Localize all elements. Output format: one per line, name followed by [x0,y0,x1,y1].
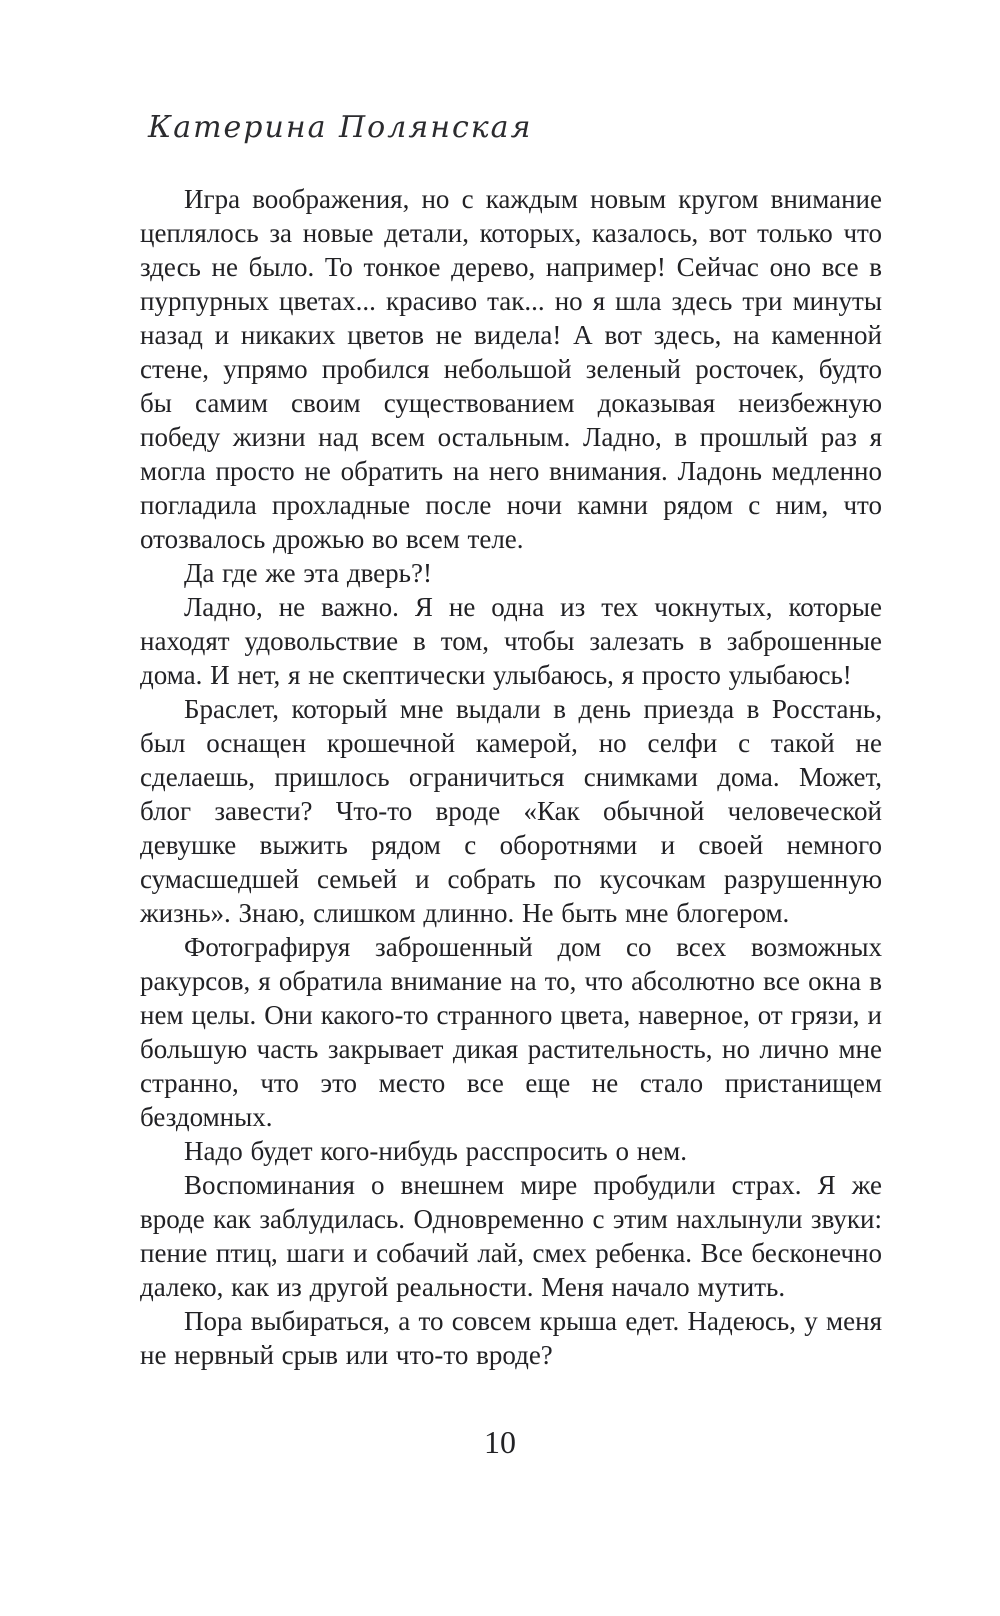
author-name-header: Катерина Полянская [148,110,533,145]
paragraph: Фотографируя заброшенный дом со всех возможных ракурсов, я обратила внимание на то, что абсолютно все окна в нем целы. Они какого-то странного цвета, наверное, от грязи, и большую часть закрывает дикая растительность, но лично мне странно, что это место все еще не стало пристанищем бездомных. [140,932,882,1132]
paragraph: Пора выбираться, а то совсем крыша едет. Надеюсь, у меня не нервный срыв или что-то вроде? [140,1306,882,1370]
paragraph: Надо будет кого-нибудь расспросить о нем. [184,1136,687,1166]
page-body-text [140,182,882,1372]
paragraph: Ладно, не важно. Я не одна из тех чокнутых, которые находят удовольствие в том, чтобы залезать в заброшенные дома. И нет, я не скептически улыбаюсь, я просто улыбаюсь! [140,592,882,690]
paragraph: Да где же эта дверь?! [184,558,432,588]
paragraph: Игра воображения, но с каждым новым кругом внимание цеплялось за новые детали, которых, казалось, вот только что здесь не было. То тонкое дерево, например! Сейчас оно все в пурпурных цветах... красиво так... но я шла здесь три минуты назад и никаких цветов не видела! А вот здесь, на каменной стене, упрямо пробился небольшой зеленый росточек, будто бы самим своим существованием доказывая неизбежную победу жизни над всем остальным. Ладно, в прошлый раз я могла просто не обратить на него внимания. Ладонь медленно погладила прохладные после ночи камни рядом с ним, что отозвалось дрожью во всем теле. [140,184,882,554]
paragraph: Браслет, который мне выдали в день приезда в Росстань, был оснащен крошечной камерой, но селфи с такой не сделаешь, пришлось ограничиться снимками дома. Может, блог завести? Что-то вроде «Как обычной человеческой девушке выжить рядом с оборотнями и своей немного сумасшедшей семьей и собрать по кусочкам разрушенную жизнь». Знаю, слишком длинно. Не быть мне блогером. [140,694,882,928]
paragraph: Воспоминания о внешнем мире пробудили страх. Я же вроде как заблудилась. Одновременно с этим нахлынули звуки: пение птиц, шаги и собачий лай, смех ребенка. Все бесконечно далеко, как из другой реальности. Меня начало мутить. [140,1170,882,1302]
page-number: 10 [484,1424,516,1460]
